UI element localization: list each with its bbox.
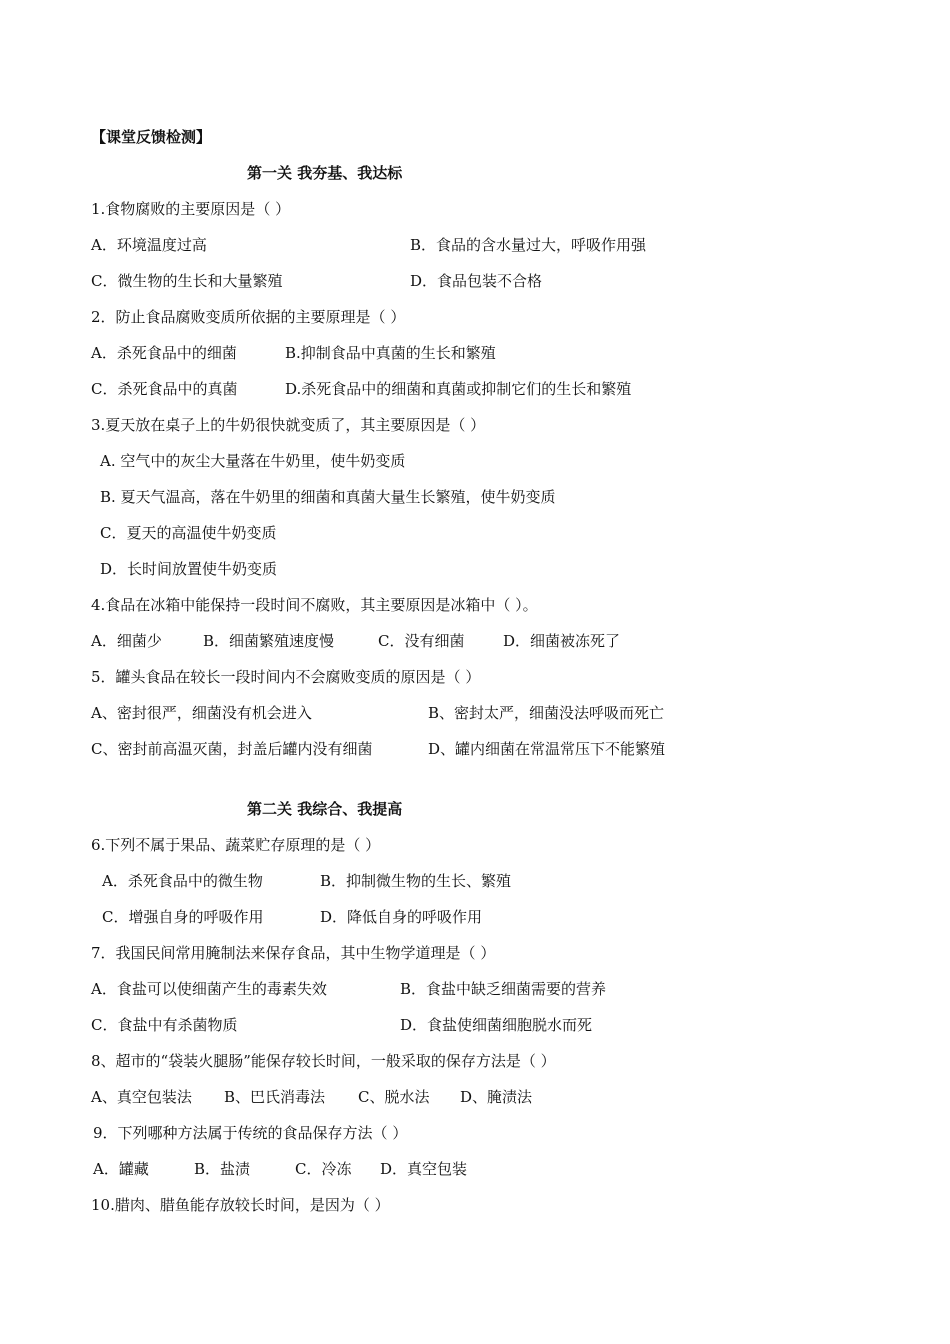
q7-option-d: D．食盐使细菌细胞脱水而死 xyxy=(400,1016,593,1034)
q7-option-c: C．食盐中有杀菌物质 xyxy=(91,1016,238,1034)
q8-option-d: D、腌渍法 xyxy=(460,1088,533,1106)
question-7: 7．我国民间常用腌制法来保存食品，其中生物学道理是（ ） xyxy=(91,944,496,962)
q3-option-a: A. 空气中的灰尘大量落在牛奶里，使牛奶变质 xyxy=(100,452,406,470)
q5-option-c: C、密封前高温灭菌，封盖后罐内没有细菌 xyxy=(91,740,373,758)
q1-option-c: C．微生物的生长和大量繁殖 xyxy=(91,272,283,290)
q4-option-b: B．细菌繁殖速度慢 xyxy=(203,632,335,650)
header: 【课堂反馈检测】 xyxy=(91,128,212,146)
q3-option-d: D．长时间放置使牛奶变质 xyxy=(100,560,278,578)
q1-option-b: B．食品的含水量过大，呼吸作用强 xyxy=(410,236,647,254)
question-9: 9．下列哪种方法属于传统的食品保存方法（ ） xyxy=(93,1124,408,1142)
section-title-2: 第二关 我综合、我提高 xyxy=(247,800,403,818)
q9-option-b: B．盐渍 xyxy=(194,1160,251,1178)
q8-option-c: C、脱水法 xyxy=(358,1088,430,1106)
q2-option-d: D.杀死食品中的细菌和真菌或抑制它们的生长和繁殖 xyxy=(285,380,632,398)
question-4: 4.食品在冰箱中能保持一段时间不腐败，其主要原因是冰箱中（ ）。 xyxy=(91,596,538,614)
q9-option-c: C．冷冻 xyxy=(295,1160,352,1178)
q5-option-b: B、密封太严，细菌没法呼吸而死亡 xyxy=(428,704,665,722)
q6-option-a: A．杀死食品中的微生物 xyxy=(102,872,263,890)
q4-option-a: A．细菌少 xyxy=(91,632,162,650)
question-5: 5．罐头食品在较长一段时间内不会腐败变质的原因是（ ） xyxy=(91,668,481,686)
q8-option-b: B、巴氏消毒法 xyxy=(224,1088,326,1106)
q7-option-b: B．食盐中缺乏细菌需要的营养 xyxy=(400,980,607,998)
q2-option-c: C．杀死食品中的真菌 xyxy=(91,380,238,398)
q4-option-c: C．没有细菌 xyxy=(378,632,465,650)
question-8: 8、超市的“袋装火腿肠”能保存较长时间，一般采取的保存方法是（ ） xyxy=(91,1052,556,1070)
q9-option-d: D．真空包装 xyxy=(380,1160,468,1178)
section-title-1: 第一关 我夯基、我达标 xyxy=(247,164,403,182)
question-3: 3.夏天放在桌子上的牛奶很快就变质了，其主要原因是（ ） xyxy=(91,416,486,434)
q1-option-a: A．环境温度过高 xyxy=(91,236,207,254)
question-2: 2．防止食品腐败变质所依据的主要原理是（ ） xyxy=(91,308,406,326)
q3-option-b: B. 夏天气温高，落在牛奶里的细菌和真菌大量生长繁殖，使牛奶变质 xyxy=(100,488,556,506)
q6-option-d: D．降低自身的呼吸作用 xyxy=(320,908,483,926)
q9-option-a: A．罐藏 xyxy=(93,1160,149,1178)
q6-option-b: B．抑制微生物的生长、繁殖 xyxy=(320,872,512,890)
q8-option-a: A、真空包装法 xyxy=(91,1088,192,1106)
q5-option-a: A、密封很严，细菌没有机会进入 xyxy=(91,704,312,722)
q4-option-d: D．细菌被冻死了 xyxy=(503,632,621,650)
question-10: 10.腊肉、腊鱼能存放较长时间，是因为（ ） xyxy=(91,1196,390,1214)
q6-option-c: C．增强自身的呼吸作用 xyxy=(102,908,264,926)
q2-option-b: B.抑制食品中真菌的生长和繁殖 xyxy=(285,344,496,362)
question-6: 6.下列不属于果品、蔬菜贮存原理的是（ ） xyxy=(91,836,381,854)
q2-option-a: A．杀死食品中的细菌 xyxy=(91,344,237,362)
q7-option-a: A．食盐可以使细菌产生的毒素失效 xyxy=(91,980,327,998)
q3-option-c: C．夏天的高温使牛奶变质 xyxy=(100,524,277,542)
q1-option-d: D．食品包装不合格 xyxy=(410,272,543,290)
question-1: 1.食物腐败的主要原因是（ ） xyxy=(91,200,291,218)
q5-option-d: D、罐内细菌在常温常压下不能繁殖 xyxy=(428,740,666,758)
